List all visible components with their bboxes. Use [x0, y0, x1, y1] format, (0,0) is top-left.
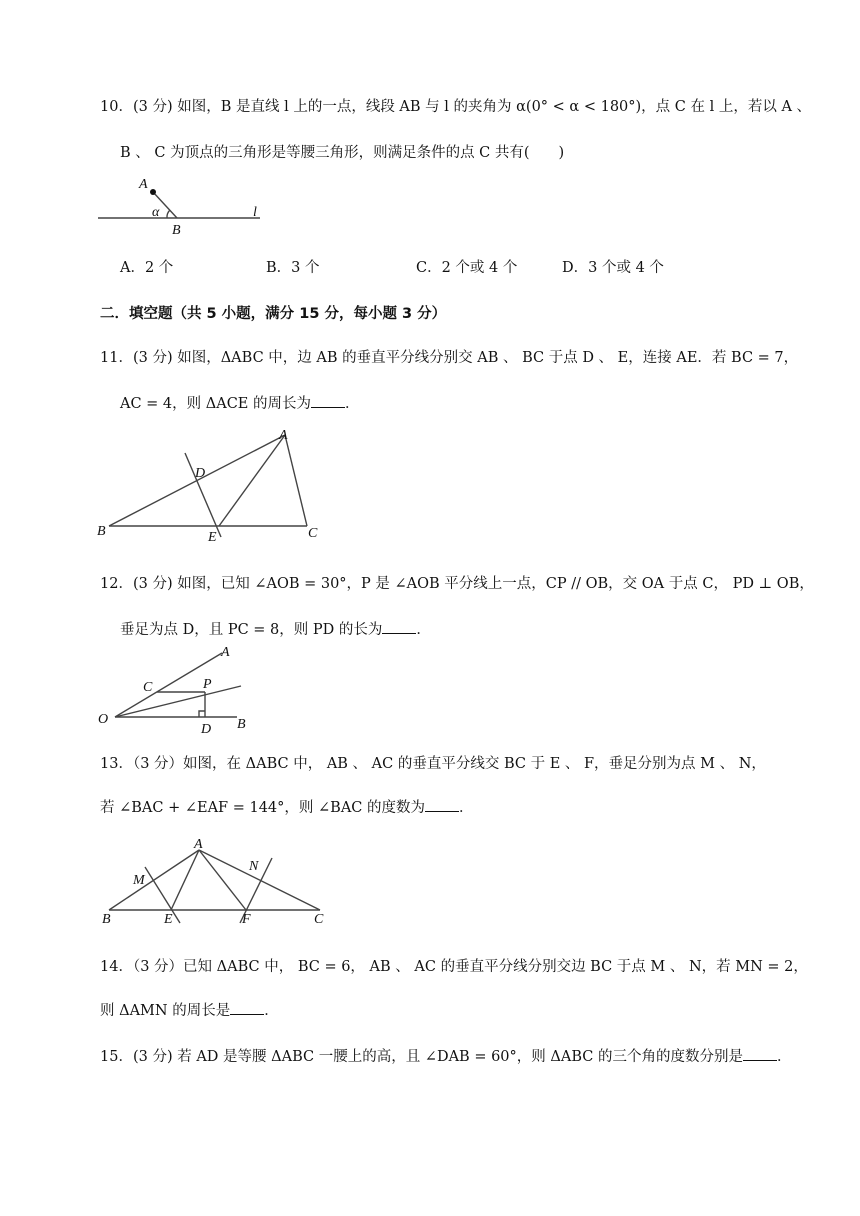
label-c: C [314, 912, 324, 927]
q11-line-2-text: AC = 4，则 ΔACE 的周长为 [120, 396, 311, 412]
q14-line-2 [100, 999, 279, 1020]
label-f: F [242, 912, 251, 927]
q10-choice-d: D．3 个或 4 个 [562, 260, 664, 276]
label-p: P [203, 677, 212, 692]
q13-line-1: 13．（3 分）如图，在 ΔABC 中， AB 、 AC 的垂直平分线交 BC 于 E 、 F，垂足分别为点 M 、 N， [100, 756, 766, 772]
label-b: B [237, 717, 246, 732]
label-d: D [201, 722, 212, 737]
right-angle-mark [199, 711, 205, 717]
answer-blank [743, 1048, 777, 1061]
label-m: M [133, 873, 145, 888]
q15-line-1-end: ． [776, 1049, 792, 1065]
q15-line-1-text: 15．(3 分) 若 AD 是等腰 ΔABC 一腰上的高，且 ∠DAB = 60°，则 ΔABC 的三个角的度数分别是 [100, 1049, 743, 1065]
point-a-dot [150, 189, 156, 195]
label-b: B [97, 524, 106, 539]
label-a: A [194, 837, 203, 852]
label-a: A [221, 645, 230, 660]
q14-line-2-end: ． [264, 1003, 279, 1019]
label-d: D [195, 466, 206, 481]
q14-line-1: 14．（3 分）已知 ΔABC 中， BC = 6， AB 、 AC 的垂直平分线分别交边 BC 于点 M 、 N，若 MN = 2， [100, 959, 808, 975]
label-l: l [253, 205, 257, 220]
q11-figure [95, 425, 335, 545]
q12-figure [95, 640, 265, 735]
label-n: N [249, 859, 259, 874]
label-a: A [279, 428, 288, 443]
label-e: E [164, 912, 173, 927]
q11-line-1: 11．(3 分) 如图，ΔABC 中，边 AB 的垂直平分线分别交 AB 、 BC 于点 D 、 E，连接 AE．若 BC = 7， [100, 350, 799, 366]
q11-line-2-end: ． [345, 396, 360, 412]
q12-line-2-end: ． [416, 622, 431, 638]
q13-line-2-text: 若 ∠BAC + ∠EAF = 144°，则 ∠BAC 的度数为 [100, 800, 425, 816]
q10-line-2: B 、 C 为顶点的三角形是等腰三角形，则满足条件的点 C 共有( ) [120, 145, 565, 161]
q15-line-1 [100, 1045, 791, 1066]
section-title: 二．填空题（共 5 小题，满分 15 分，每小题 3 分） [100, 306, 447, 322]
answer-blank [425, 799, 459, 812]
q12-line-2-text: 垂足为点 D，且 PC = 8，则 PD 的长为 [120, 622, 383, 638]
answer-blank [382, 621, 416, 634]
label-c: C [308, 526, 318, 541]
label-o: O [98, 712, 109, 727]
segment-ac [199, 850, 320, 910]
q10-choice-a: A．2 个 [120, 260, 174, 276]
q11-line-2 [120, 392, 360, 413]
label-b: B [172, 223, 181, 238]
answer-blank [311, 395, 345, 408]
angle-alpha-arc [167, 210, 170, 218]
label-e: E [208, 530, 217, 545]
q13-figure [95, 830, 340, 930]
label-c: C [143, 680, 153, 695]
segment-af [199, 850, 246, 910]
q13-line-2-end: ． [459, 800, 474, 816]
label-b: B [102, 912, 111, 927]
segment-ac [285, 435, 307, 526]
q12-line-2 [120, 618, 431, 639]
bisector-ab [145, 867, 180, 923]
q10-choice-c: C．2 个或 4 个 [416, 260, 518, 276]
label-alpha: α [152, 205, 160, 220]
q12-line-1: 12．(3 分) 如图，已知 ∠AOB = 30°，P 是 ∠AOB 平分线上一点，CP // OB，交 OA 于点 C， PD ⊥ OB， [100, 576, 814, 592]
q14-line-2-text: 则 ΔAMN 的周长是 [100, 1003, 231, 1019]
q10-figure [95, 172, 270, 238]
q10-line-1: 10．(3 分) 如图，B 是直线 l 上的一点，线段 AB 与 l 的夹角为 α(0° < α < 180°)，点 C 在 l 上，若以 A 、 [100, 99, 812, 115]
angle-bisector [115, 686, 241, 717]
q13-line-2 [100, 796, 474, 817]
answer-blank [230, 1002, 264, 1015]
q10-choice-b: B．3 个 [266, 260, 320, 276]
label-a: A [139, 177, 148, 192]
segment-ae [219, 435, 285, 526]
